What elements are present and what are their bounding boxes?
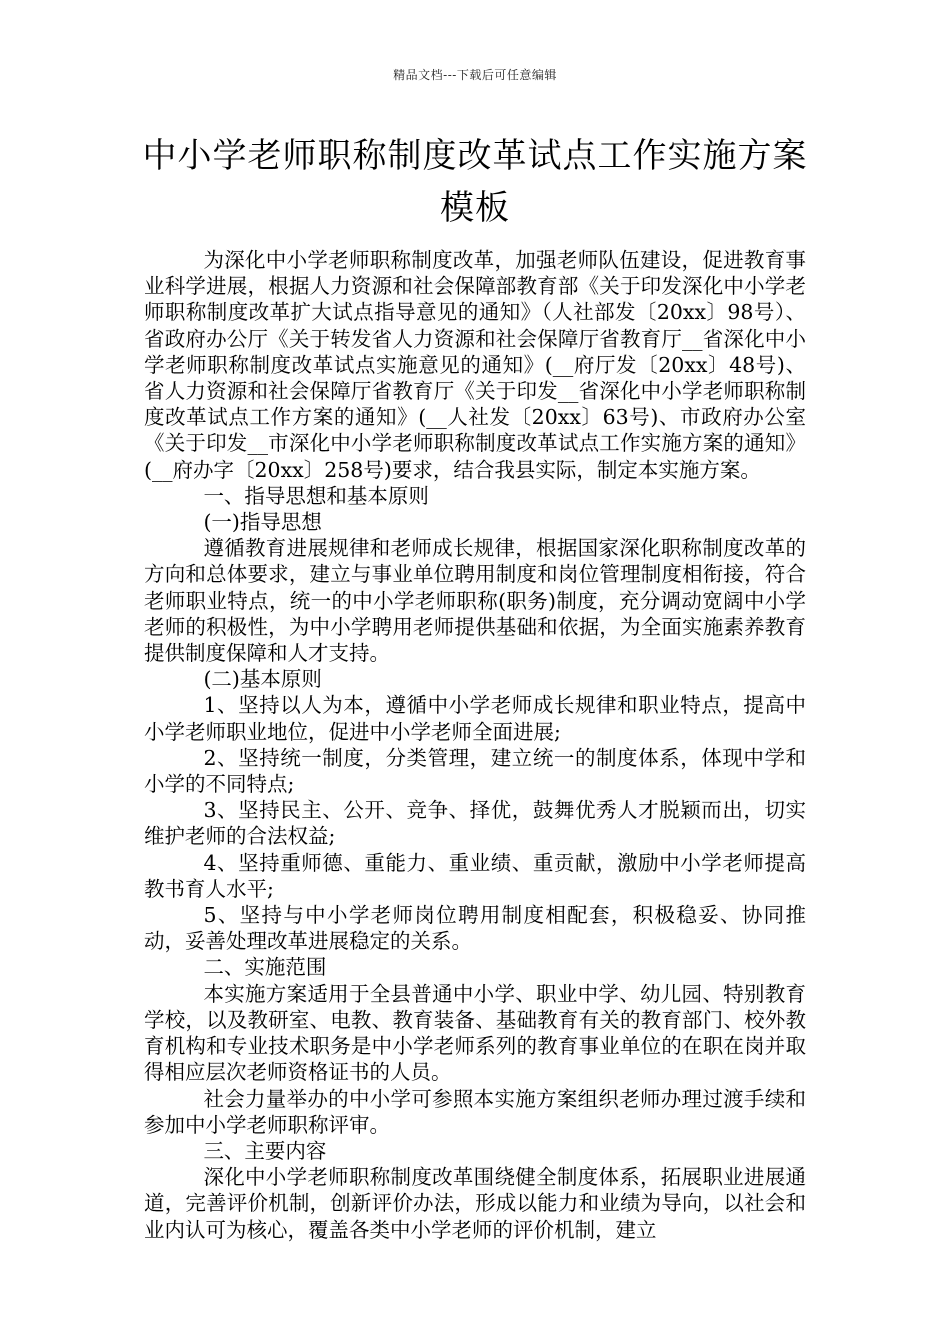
- principle-item-1: 1、坚持以人为本，遵循中小学老师成长规律和职业特点，提高中小学老师职业地位，促进中小学老师全面进展;: [144, 693, 806, 744]
- subsection-heading-1-2: (二)基本原则: [203, 667, 322, 692]
- paragraph-scope: 本实施方案适用于全县普通中小学、职业中学、幼儿园、特别教育学校，以及教研室、电教、教育装备、基础教育有关的教育部门、校外教育机构和专业技术职务是中小学老师系列的教育事业单位的在职在岗并取得相应层次老师资格证书的人员。: [144, 981, 806, 1085]
- principle-item-4: 4、坚持重师德、重能力、重业绩、重贡献，激励中小学老师提高教书育人水平;: [144, 850, 806, 901]
- header-note: 精品文档---下载后可任意编辑: [393, 68, 557, 82]
- section-heading-2: 二、实施范围: [203, 955, 327, 980]
- principle-item-5: 5、坚持与中小学老师岗位聘用制度相配套，积极稳妥、协同推动，妥善处理改革进展稳定的关系。: [144, 903, 806, 954]
- document-title: 中小学老师职称制度改革试点工作实施方案模板: [142, 136, 808, 228]
- paragraph-intro: 为深化中小学老师职称制度改革，加强老师队伍建设，促进教育事业科学进展，根据人力资源和社会保障部教育部《关于印发深化中小学老师职称制度改革扩大试点指导意见的通知》（人社部发〔20xx〕98号）、省政府办公厅《关于转发省人力资源和社会保障厅省教育厅__省深化中小学老师职称制度改革试点实施意见的通知》(__府厅发〔20xx〕48号)、省人力资源和社会保障厅省教育厅《关于印发__省深化中小学老师职称制度改革试点工作方案的通知》(__人社发〔20xx〕63号)、市政府办公室《关于印发__市深化中小学老师职称制度改革试点工作实施方案的通知》(__府办字〔20xx〕258号)要求，结合我县实际，制定本实施方案。: [144, 248, 806, 482]
- paragraph-private-schools: 社会力量举办的中小学可参照本实施方案组织老师办理过渡手续和参加中小学老师职称评审。: [144, 1086, 806, 1137]
- paragraph-guiding-thought: 遵循教育进展规律和老师成长规律，根据国家深化职称制度改革的方向和总体要求，建立与事业单位聘用制度和岗位管理制度相衔接，符合老师职业特点，统一的中小学老师职称(职务)制度，充分调动宽阔中小学老师的积极性，为中小学聘用老师提供基础和依据，为全面实施素养教育提供制度保障和人才支持。: [144, 536, 806, 666]
- principle-item-3: 3、坚持民主、公开、竞争、择优，鼓舞优秀人才脱颖而出，切实维护老师的合法权益;: [144, 798, 806, 849]
- section-heading-3: 三、主要内容: [203, 1138, 327, 1163]
- principle-item-2: 2、坚持统一制度，分类管理，建立统一的制度体系，体现中学和小学的不同特点;: [144, 745, 806, 797]
- paragraph-main-content: 深化中小学老师职称制度改革围绕健全制度体系，拓展职业进展通道，完善评价机制，创新评价办法，形成以能力和业绩为导向，以社会和业内认可为核心，覆盖各类中小学老师的评价机制，建立: [144, 1165, 806, 1242]
- subsection-heading-1-1: (一)指导思想: [203, 510, 322, 535]
- section-heading-1: 一、指导思想和基本原则: [203, 483, 429, 508]
- document-body: [144, 247, 806, 1243]
